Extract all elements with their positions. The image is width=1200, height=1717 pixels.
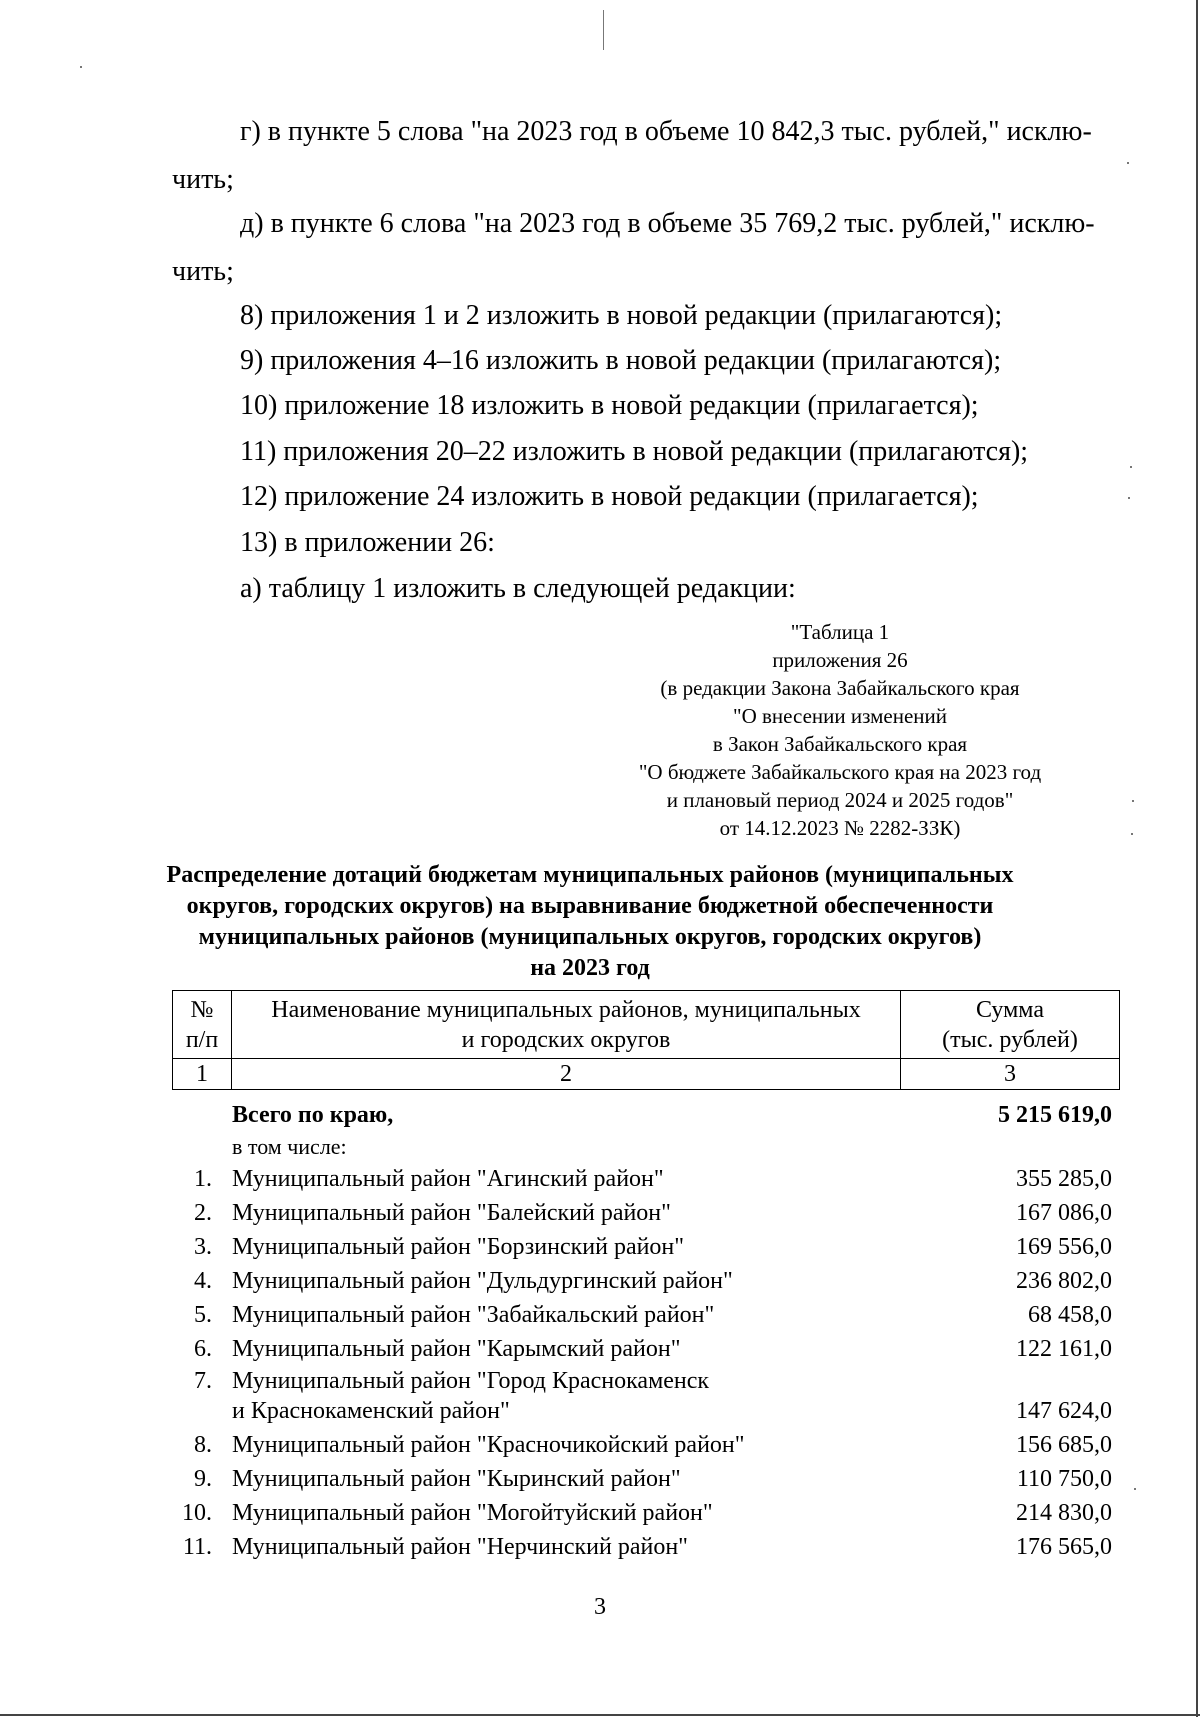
row-number: 8.	[194, 1432, 212, 1458]
caption-line: и плановый период 2024 и 2025 годов"	[666, 788, 1014, 812]
row-number: 2.	[194, 1200, 212, 1226]
header-index: 3	[901, 1059, 1120, 1090]
row-amount: 176 565,0	[1016, 1534, 1112, 1560]
row-amount: 122 161,0	[1016, 1336, 1112, 1362]
table-row	[172, 1428, 1120, 1462]
row-number: 6.	[194, 1336, 212, 1362]
row-name-continued: и Краснокаменский район"	[232, 1398, 510, 1424]
scan-edge-bottom	[0, 1714, 1200, 1716]
row-number: 4.	[194, 1268, 212, 1294]
header-text: (тыс. рублей)	[942, 1026, 1078, 1053]
row-amount: 156 685,0	[1016, 1432, 1112, 1458]
paragraph-d-line1: д) в пункте 6 слова "на 2023 год в объеме 35 769,2 тыс. рублей," исклю-	[240, 208, 1095, 239]
subtitle-label: в том числе:	[232, 1134, 347, 1159]
header-col-number	[173, 991, 232, 1059]
row-name: Муниципальный район "Город Краснокаменск	[232, 1368, 710, 1394]
scan-speck	[80, 66, 82, 68]
row-amount: 147 624,0	[1016, 1398, 1112, 1424]
row-number: 7.	[194, 1368, 212, 1394]
table-header	[172, 990, 1120, 1090]
table-row	[172, 1162, 1120, 1196]
header-text: Сумма	[976, 996, 1044, 1023]
header-text: п/п	[185, 1026, 219, 1053]
header-text: и городских округов	[461, 1026, 671, 1053]
row-amount: 236 802,0	[1016, 1268, 1112, 1294]
table-title	[140, 860, 1040, 984]
table-row	[172, 1298, 1120, 1332]
scan-speck	[603, 10, 604, 50]
table-row	[172, 1196, 1120, 1230]
row-name: Муниципальный район "Агинский район"	[232, 1166, 664, 1192]
row-name: Муниципальный район "Балейский район"	[232, 1200, 671, 1226]
title-line: муниципальных районов (муниципальных округов, городских округов)	[198, 924, 982, 950]
page-number: 3	[594, 1594, 606, 1620]
caption-line: "О бюджете Забайкальского края на 2023 год	[638, 760, 1042, 784]
subtitle-row	[172, 1132, 1120, 1162]
table-row	[172, 1230, 1120, 1264]
row-amount: 214 830,0	[1016, 1500, 1112, 1526]
header-index: 2	[232, 1059, 901, 1090]
scan-speck	[1134, 1488, 1136, 1490]
caption-line: от 14.12.2023 № 2282-ЗЗК)	[719, 816, 961, 840]
row-number: 9.	[194, 1466, 212, 1492]
total-row	[172, 1098, 1120, 1132]
row-name: Муниципальный район "Карымский район"	[232, 1336, 681, 1362]
row-name: Муниципальный район "Красночикойский район"	[232, 1432, 745, 1458]
title-line: на 2023 год	[530, 955, 650, 981]
paragraph-12: 12) приложение 24 изложить в новой редакции (прилагается);	[240, 481, 979, 512]
caption-line: в Закон Забайкальского края	[712, 732, 968, 756]
table-caption	[560, 618, 1120, 842]
caption-line: приложения 26	[772, 648, 908, 672]
row-name: Муниципальный район "Дульдургинский район"	[232, 1268, 733, 1294]
table-row	[172, 1332, 1120, 1366]
total-label: Всего по краю,	[232, 1102, 394, 1128]
scan-speck	[1132, 800, 1134, 802]
table-row	[172, 1496, 1120, 1530]
scan-speck	[1128, 497, 1130, 499]
paragraph-a: а) таблицу 1 изложить в следующей редакции:	[240, 573, 796, 604]
header-col-amount	[901, 991, 1120, 1059]
table-row	[172, 1530, 1120, 1564]
caption-line: "Таблица 1	[790, 620, 890, 644]
paragraph-13: 13) в приложении 26:	[240, 527, 495, 558]
row-name: Муниципальный район "Борзинский район"	[232, 1234, 685, 1260]
scan-speck	[1130, 466, 1132, 468]
title-line: Распределение дотаций бюджетам муниципальных районов (муниципальных	[166, 862, 1014, 888]
row-number: 10.	[182, 1500, 212, 1526]
paragraph-11: 11) приложения 20–22 изложить в новой редакции (прилагаются);	[240, 436, 1029, 467]
table-body	[172, 1098, 1120, 1564]
scan-speck	[1131, 833, 1133, 835]
paragraph-d-line2: чить;	[172, 256, 234, 287]
row-amount: 110 750,0	[1016, 1466, 1112, 1492]
row-name-multiline	[232, 1366, 932, 1426]
row-name: Муниципальный район "Забайкальский район"	[232, 1302, 715, 1328]
scan-edge-right	[1196, 0, 1198, 1717]
row-amount: 68 458,0	[1028, 1302, 1112, 1328]
total-amount: 5 215 619,0	[998, 1102, 1112, 1128]
row-name: Муниципальный район "Могойтуйский район"	[232, 1500, 713, 1526]
header-col-name	[232, 991, 901, 1059]
header-text: Наименование муниципальных районов, муниципальных	[271, 996, 861, 1023]
header-index: 1	[173, 1059, 232, 1090]
row-amount: 167 086,0	[1016, 1200, 1112, 1226]
row-number: 5.	[194, 1302, 212, 1328]
paragraph-9: 9) приложения 4–16 изложить в новой редакции (прилагаются);	[240, 345, 1002, 376]
row-number: 11.	[182, 1534, 212, 1560]
row-amount: 169 556,0	[1016, 1234, 1112, 1260]
row-name: Муниципальный район "Нерчинский район"	[232, 1534, 688, 1560]
table-row	[172, 1264, 1120, 1298]
header-text: №	[190, 996, 214, 1023]
row-number: 1.	[194, 1166, 212, 1192]
caption-line: "О внесении изменений	[733, 704, 947, 728]
row-number: 3.	[194, 1234, 212, 1260]
table-row	[172, 1462, 1120, 1496]
scan-speck	[1127, 162, 1129, 164]
row-name: Муниципальный район "Кыринский район"	[232, 1466, 681, 1492]
table-row	[172, 1366, 1120, 1428]
row-amount: 355 285,0	[1016, 1166, 1112, 1192]
paragraph-10: 10) приложение 18 изложить в новой редакции (прилагается);	[240, 390, 979, 421]
paragraph-g-line2: чить;	[172, 164, 234, 195]
caption-line: (в редакции Закона Забайкальского края	[660, 676, 1020, 700]
paragraph-g-line1: г) в пункте 5 слова "на 2023 год в объеме 10 842,3 тыс. рублей," исклю-	[240, 116, 1092, 147]
title-line: округов, городских округов) на выравнивание бюджетной обеспеченности	[186, 893, 994, 919]
paragraph-8: 8) приложения 1 и 2 изложить в новой редакции (прилагаются);	[240, 300, 1003, 331]
